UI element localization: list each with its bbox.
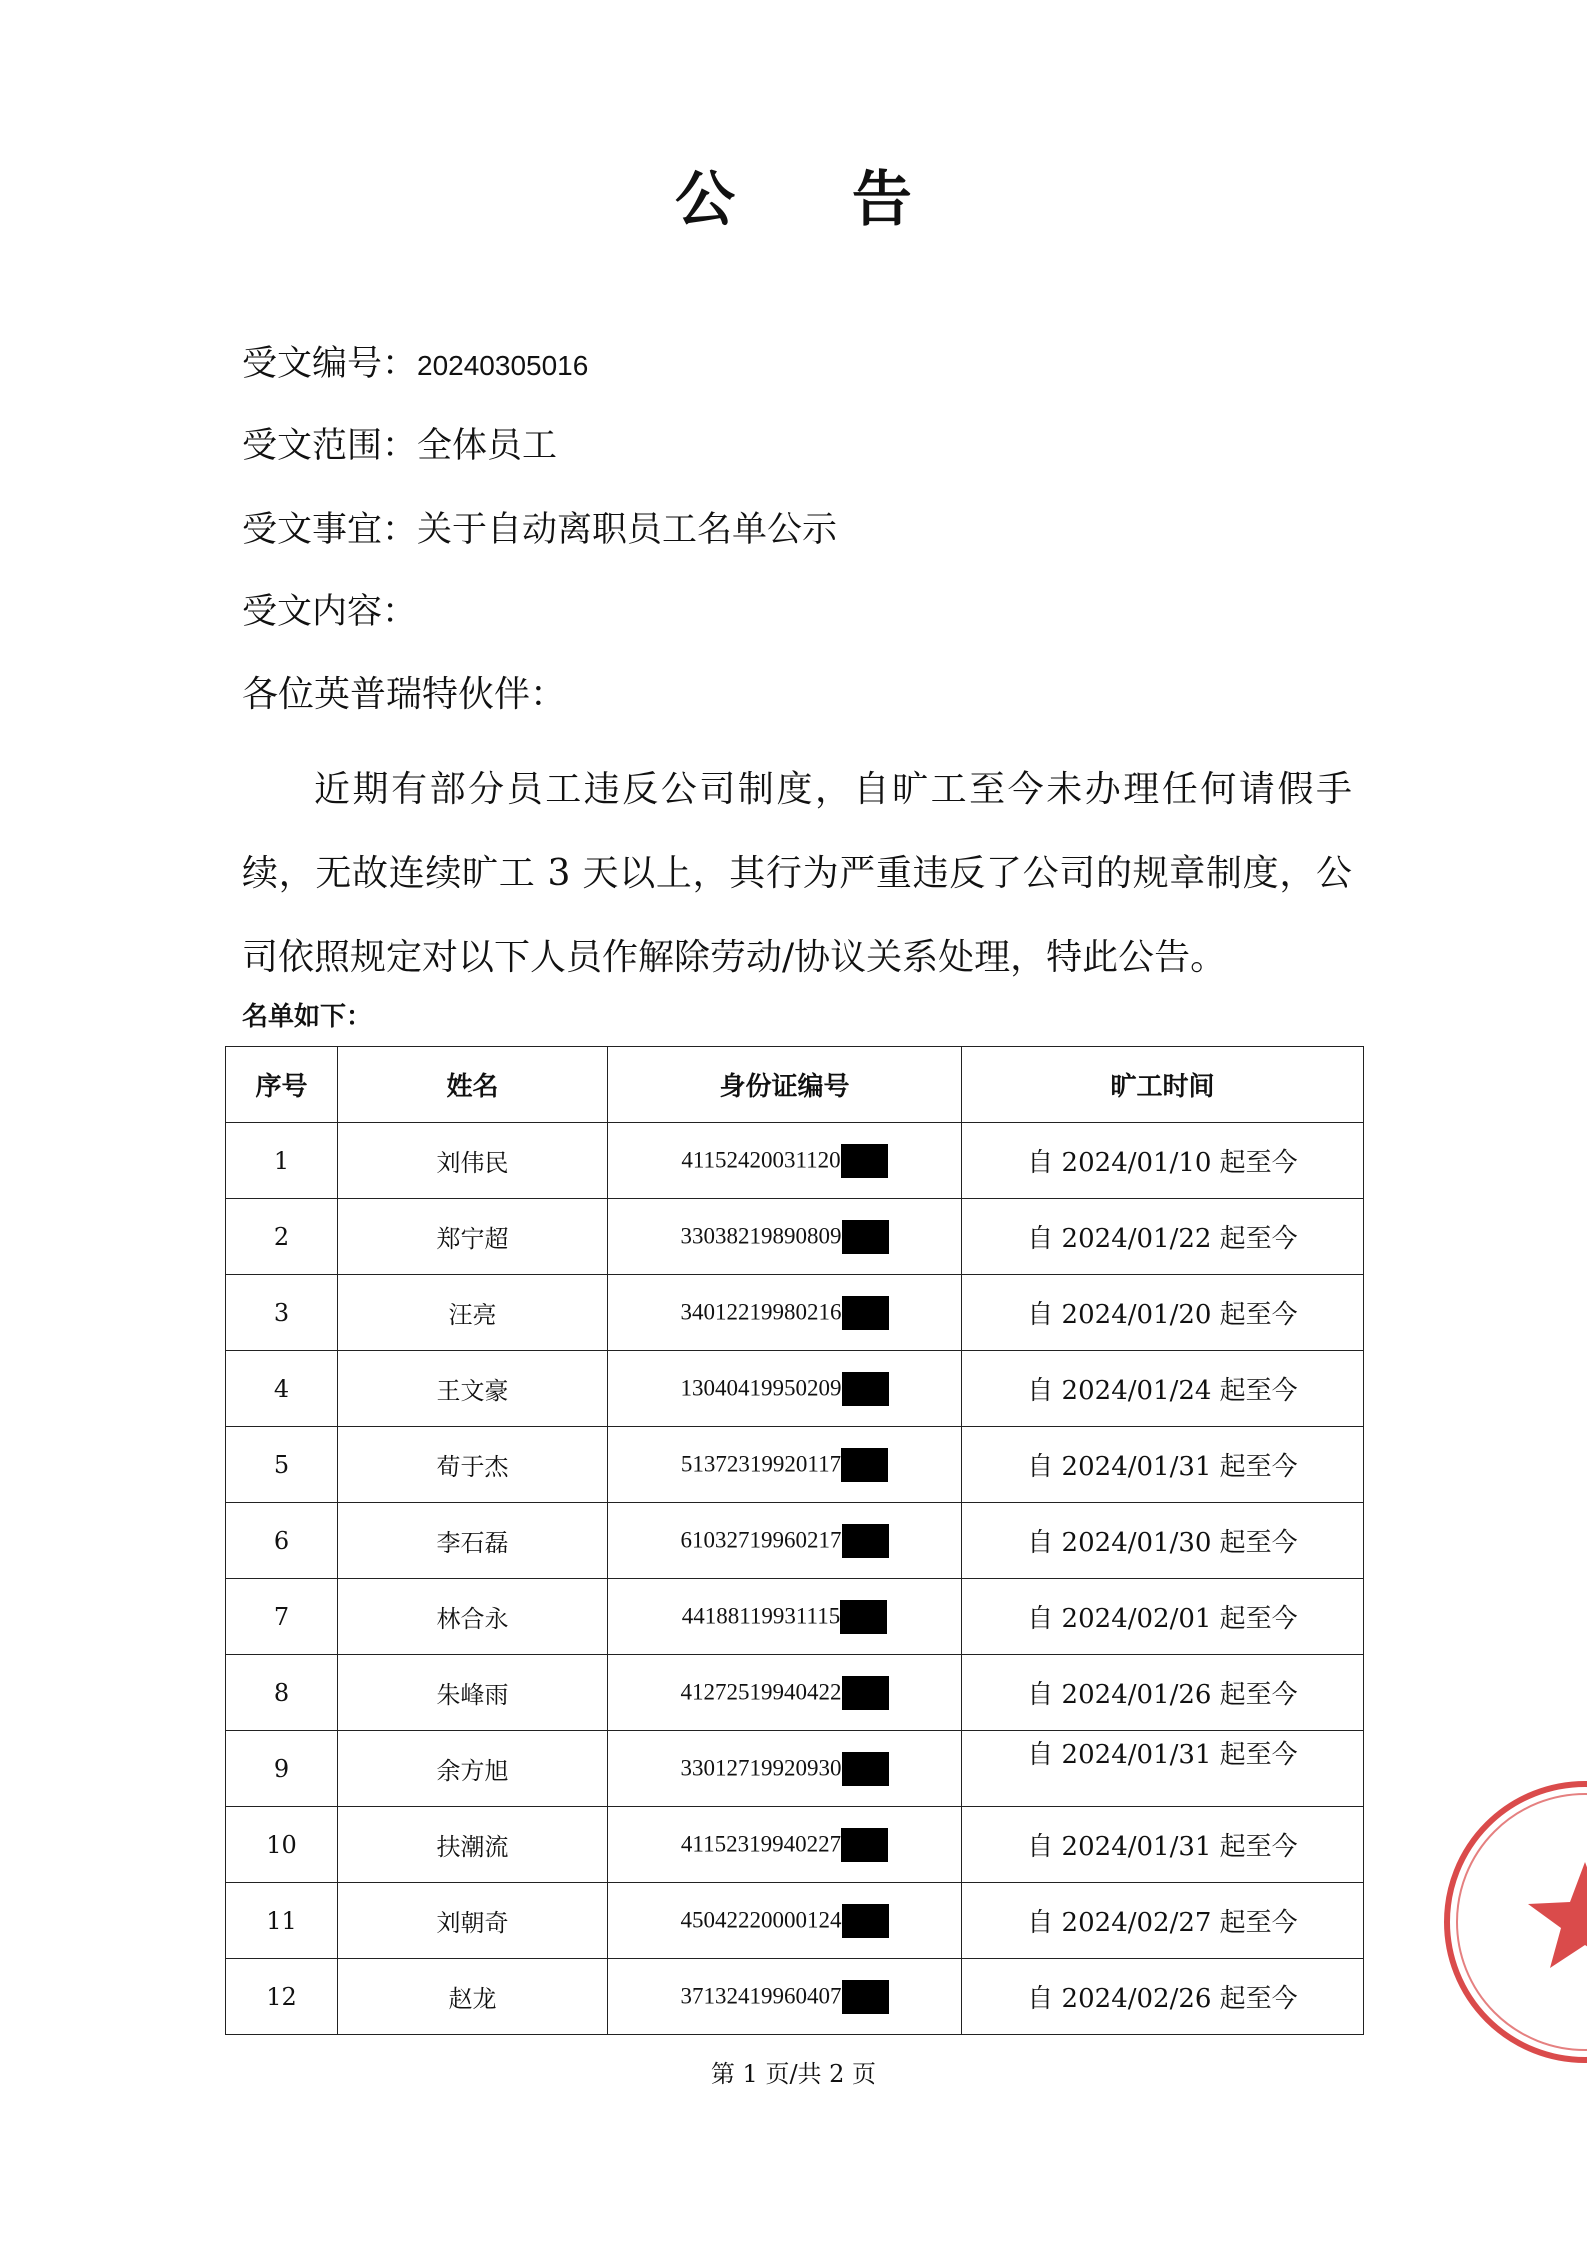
id-number-text: 45042220000124 [680,1907,842,1932]
cell-no: 1 [226,1123,338,1199]
absence-time-text: 自 2024/01/31 起至今 [1027,1740,1298,1770]
id-number-text: 13040419950209 [680,1375,842,1400]
cell-no: 7 [226,1579,338,1655]
meta-content-label: 受文内容： [242,592,418,632]
redaction-block [842,1980,889,2014]
id-number-text: 41152420031120 [681,1147,841,1172]
redaction-block [842,1524,889,1558]
cell-name: 刘朝奇 [338,1883,608,1959]
meta-scope-label: 受文范围： [242,426,418,466]
cell-no: 12 [226,1959,338,2035]
meta-number-label: 受文编号： [242,344,418,384]
cell-id [608,1655,962,1731]
meta-content-row [242,584,417,634]
table-row [226,1427,1364,1503]
absence-time-text: 自 2024/02/01 起至今 [1027,1604,1298,1634]
table-row [226,1883,1364,1959]
cell-time [962,1123,1364,1199]
cell-name: 林合永 [338,1579,608,1655]
redaction-block [841,1828,888,1862]
header-id: 身份证编号 [608,1047,962,1123]
cell-name: 赵龙 [338,1959,608,2035]
cell-id [608,1807,962,1883]
header-name: 姓名 [338,1047,608,1123]
cell-no: 10 [226,1807,338,1883]
redaction-block [841,1144,888,1178]
cell-id [608,1351,962,1427]
greeting: 各位英普瑞特伙伴： [242,674,567,715]
redaction-block [842,1220,889,1254]
cell-no: 11 [226,1883,338,1959]
roster-table [225,1046,1364,2035]
redaction-block [840,1600,887,1634]
table-row [226,1199,1364,1275]
table-row [226,1275,1364,1351]
cell-time [962,1199,1364,1275]
absence-time-text: 自 2024/02/27 起至今 [1027,1908,1298,1938]
id-number-text: 33012719920930 [680,1755,842,1780]
table-header-row [226,1047,1364,1123]
cell-id [608,1883,962,1959]
meta-scope-row [242,418,557,468]
absence-time-text: 自 2024/01/31 起至今 [1027,1832,1298,1862]
redaction-block [842,1296,889,1330]
cell-name: 王文豪 [338,1351,608,1427]
cell-id [608,1275,962,1351]
cell-no: 5 [226,1427,338,1503]
absence-time-text: 自 2024/01/10 起至今 [1027,1148,1298,1178]
table-row [226,1807,1364,1883]
cell-name: 朱峰雨 [338,1655,608,1731]
table-row [226,1731,1364,1807]
id-number-text: 37132419960407 [680,1983,842,2008]
cell-no: 9 [226,1731,338,1807]
cell-no: 4 [226,1351,338,1427]
cell-time [962,1959,1364,2035]
redaction-block [841,1448,888,1482]
id-number-text: 61032719960217 [680,1527,842,1552]
cell-id [608,1503,962,1579]
meta-number-row [242,336,588,386]
meta-subject-label: 受文事宜： [242,510,418,550]
cell-name: 扶潮流 [338,1807,608,1883]
cell-name: 荀于杰 [338,1427,608,1503]
cell-time [962,1579,1364,1655]
cell-no: 6 [226,1503,338,1579]
cell-time [962,1427,1364,1503]
table-row [226,1655,1364,1731]
cell-time [962,1807,1364,1883]
cell-no: 8 [226,1655,338,1731]
id-number-text: 41272519940422 [680,1679,842,1704]
table-row [226,1123,1364,1199]
meta-subject-row [242,502,837,552]
meta-number-value: 20240305016 [417,350,589,381]
cell-name: 刘伟民 [338,1123,608,1199]
id-number-text: 34012219980216 [680,1299,842,1324]
header-time: 旷工时间 [962,1047,1364,1123]
table-row [226,1351,1364,1427]
cell-time [962,1275,1364,1351]
absence-time-text: 自 2024/01/24 起至今 [1027,1376,1298,1406]
document-title: 公 告 [675,165,960,235]
page-footer: 第 1 页/共 2 页 [710,2060,877,2088]
meta-scope-value: 全体员工 [417,426,558,466]
id-number-text: 33038219890809 [680,1223,842,1248]
cell-name: 李石磊 [338,1503,608,1579]
redaction-block [842,1752,889,1786]
cell-time [962,1731,1364,1807]
list-title: 名单如下： [242,1002,373,1032]
absence-time-text: 自 2024/02/26 起至今 [1027,1984,1298,2014]
table-row [226,1503,1364,1579]
redaction-block [842,1372,889,1406]
cell-name: 汪亮 [338,1275,608,1351]
absence-time-text: 自 2024/01/22 起至今 [1027,1224,1298,1254]
cell-time [962,1351,1364,1427]
cell-time [962,1503,1364,1579]
absence-time-text: 自 2024/01/26 起至今 [1027,1680,1298,1710]
table-row [226,1579,1364,1655]
cell-name: 郑宁超 [338,1199,608,1275]
cell-no: 2 [226,1199,338,1275]
cell-id [608,1199,962,1275]
body-paragraph: 近期有部分员工违反公司制度，自旷工至今未办理任何请假手续，无故连续旷工 3 天以上，其行为严重违反了公司的规章制度，公司依照规定对以下人员作解除劳动/协议关系处理，特此公告。 [242,769,1352,978]
cell-id [608,1959,962,2035]
absence-time-text: 自 2024/01/20 起至今 [1027,1300,1298,1330]
cell-id [608,1427,962,1503]
id-number-text: 51372319920117 [680,1451,842,1476]
redaction-block [842,1904,889,1938]
cell-name: 余方旭 [338,1731,608,1807]
meta-subject-value: 关于自动离职员工名单公示 [417,510,838,550]
redaction-block [842,1676,889,1710]
cell-id [608,1731,962,1807]
absence-time-text: 自 2024/01/30 起至今 [1027,1528,1298,1558]
table-body [226,1123,1364,2035]
cell-time [962,1655,1364,1731]
id-number-text: 41152319940227 [680,1831,842,1856]
cell-no: 3 [226,1275,338,1351]
company-seal-icon [1420,1752,1587,2072]
id-number-text: 44188119931115 [681,1603,841,1628]
absence-time-text: 自 2024/01/31 起至今 [1027,1452,1298,1482]
header-no: 序号 [226,1047,338,1123]
cell-id [608,1123,962,1199]
table-row [226,1959,1364,2035]
cell-id [608,1579,962,1655]
cell-time [962,1883,1364,1959]
